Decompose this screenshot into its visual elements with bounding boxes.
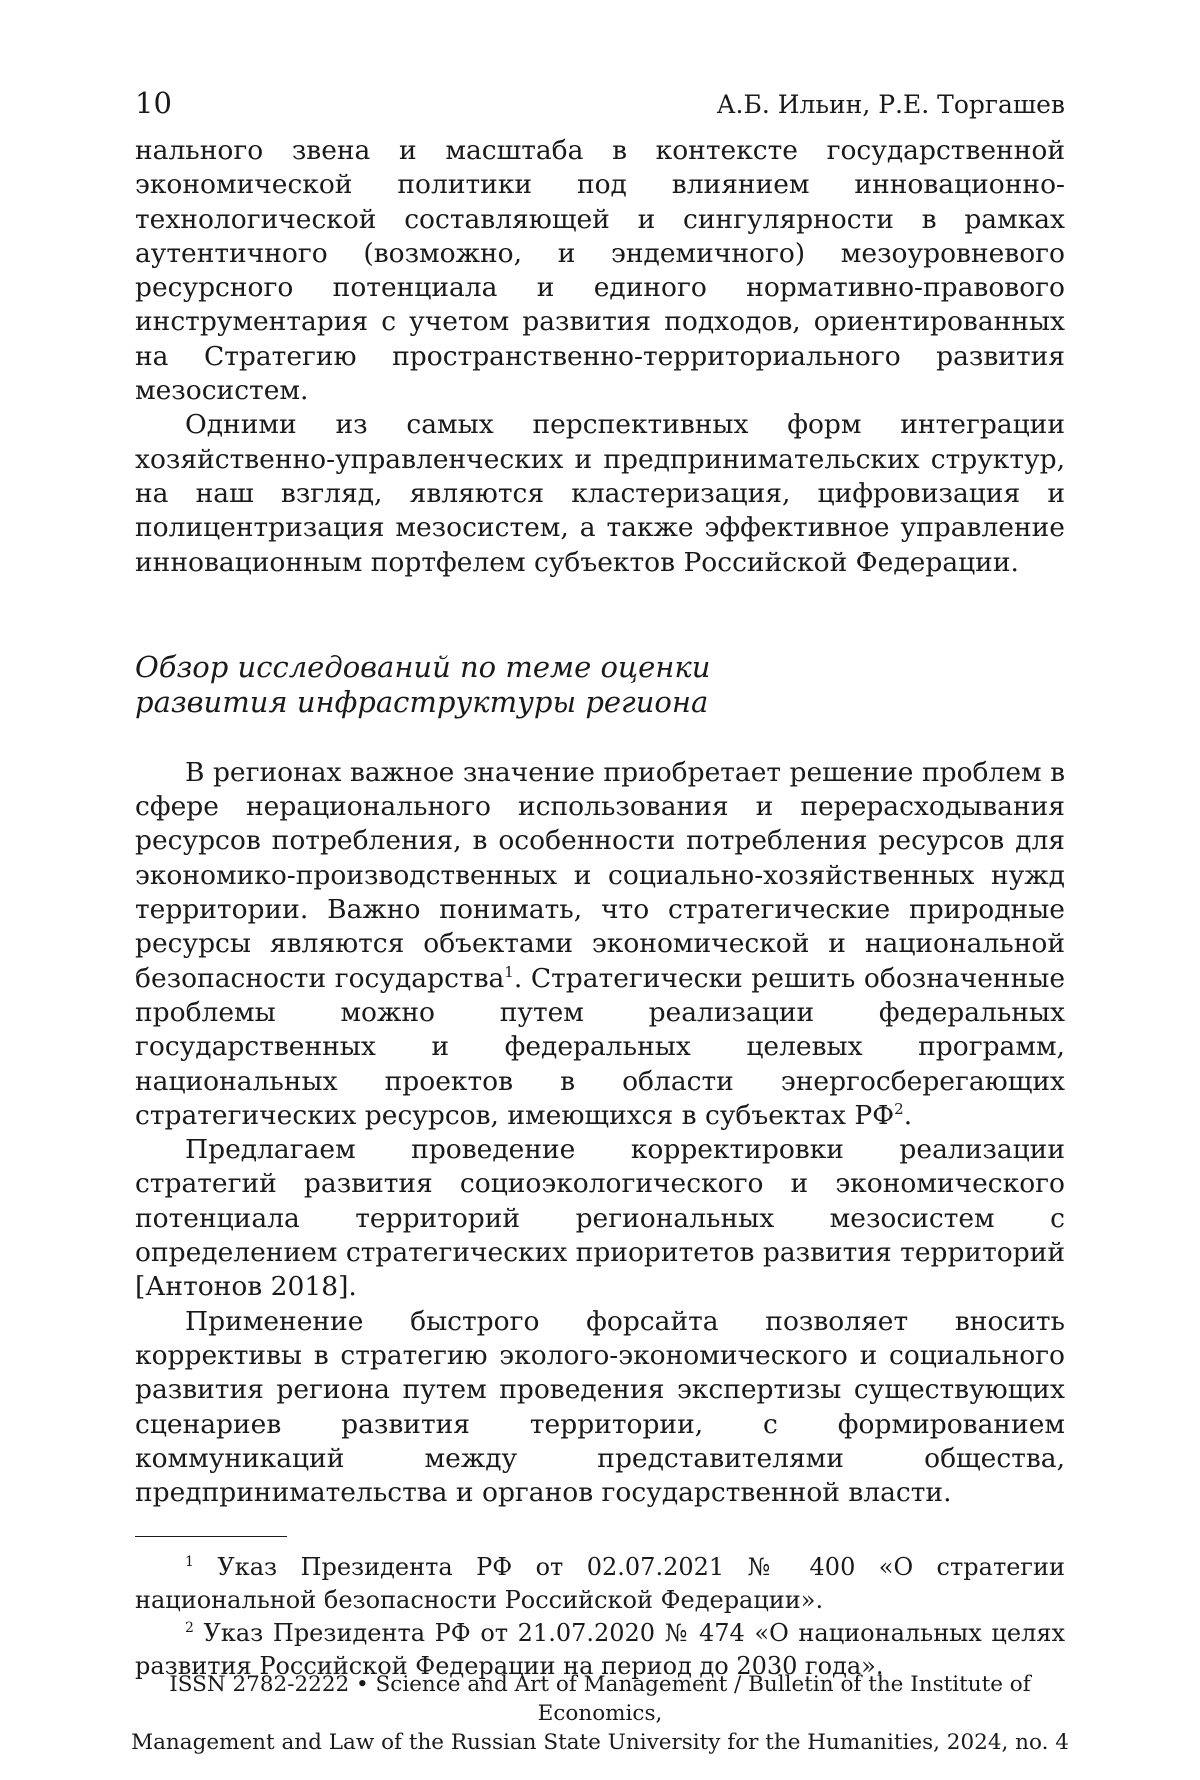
footnote-ref-2[interactable]: 2 [894, 1100, 904, 1118]
paragraph-text: . [903, 1099, 913, 1131]
running-header [135, 86, 1065, 122]
section-heading-line-2: развития инфраструктуры региона [135, 684, 709, 719]
article-body [135, 134, 1065, 1510]
journal-footer-line-2: Management and Law of the Russian State University for the Humanities, 2024, no. 4 [131, 1730, 1069, 1755]
paragraph-rapid-foresight: Применение быстрого форсайта позволяет вносить коррективы в стратегию эколого-экономического и социального развития региона путем проведения экспертизы существующих сценариев развития территории, с формированием коммуникаций между представителями общества, предпринимательства и органов государственной власти. [135, 1305, 1065, 1509]
paragraph-regional-resources [135, 756, 1065, 1133]
paragraph-continued: нального звена и масштаба в контексте государственной экономической политики под влиянием инновационно-технологической составляющей и сингулярности в рамках аутентичного (возможно, и эндемичного) мезоуровневого ресурсного потенциала и единого нормативно-правового инструментария с учетом развития подходов, ориентированных на Стратегию пространственно-территориального развития мезосистем. [135, 135, 1065, 407]
footnote-1 [135, 1551, 1065, 1617]
paragraph-strategy-adjustment: Предлагаем проведение корректировки реализации стратегий развития социоэкологического и экономического потенциала территорий региональных мезосистем с определением стратегических приоритетов развития территорий [Антонов 2018]. [135, 1134, 1065, 1303]
footnote-text: Указ Президента РФ от 21.07.2020 № 474 «О национальных целях развития Российской Федерации на период до 2030 года». [135, 1619, 1065, 1681]
section-heading [135, 650, 1065, 720]
page-number: 10 [135, 86, 172, 120]
journal-footer [120, 1670, 1080, 1757]
paragraph-text: . Стратегически решить обозначенные проблемы можно путем реализации федеральных государственных и федеральных целевых программ, национальных проектов в области энергосберегающих стратегических ресурсов, имеющихся в субъектах РФ [135, 962, 1066, 1131]
footnote-mark: 1 [185, 1554, 194, 1571]
footnote-ref-1[interactable]: 1 [504, 962, 514, 981]
footnotes [135, 1551, 1065, 1683]
journal-footer-line-1: ISSN 2782-2222 • Science and Art of Management / Bulletin of the Institute of Economics, [169, 1672, 1031, 1726]
page [135, 86, 1065, 1683]
section-heading-line-1: Обзор исследований по теме оценки [135, 649, 711, 684]
footnote-separator [135, 1536, 287, 1537]
footnote-text: Указ Президента РФ от 02.07.2021 № 400 «О стратегии национальной безопасности Российской Федерации». [135, 1553, 1065, 1615]
paragraph-integration-forms: Одними из самых перспективных форм интеграции хозяйственно-управленческих и предпринимательских структур, на наш взгляд, являются кластеризация, цифровизация и полицентризация мезосистем, а также эффективное управление инновационным портфелем субъектов Российской Федерации. [135, 409, 1065, 578]
footnote-mark: 2 [185, 1620, 194, 1637]
paragraph-text: В регионах важное значение приобретает решение проблем в сфере нерационального использования и перерасходывания ресурсов потребления, в особенности потребления ресурсов для экономико-производственных и социально-хозяйственных нужд территории. Важно понимать, что стратегические природные ресурсы являются объектами экономической и национальной безопасности государства [135, 756, 1065, 994]
running-header-authors: А.Б. Ильин, Р.Е. Торгашев [716, 90, 1065, 119]
